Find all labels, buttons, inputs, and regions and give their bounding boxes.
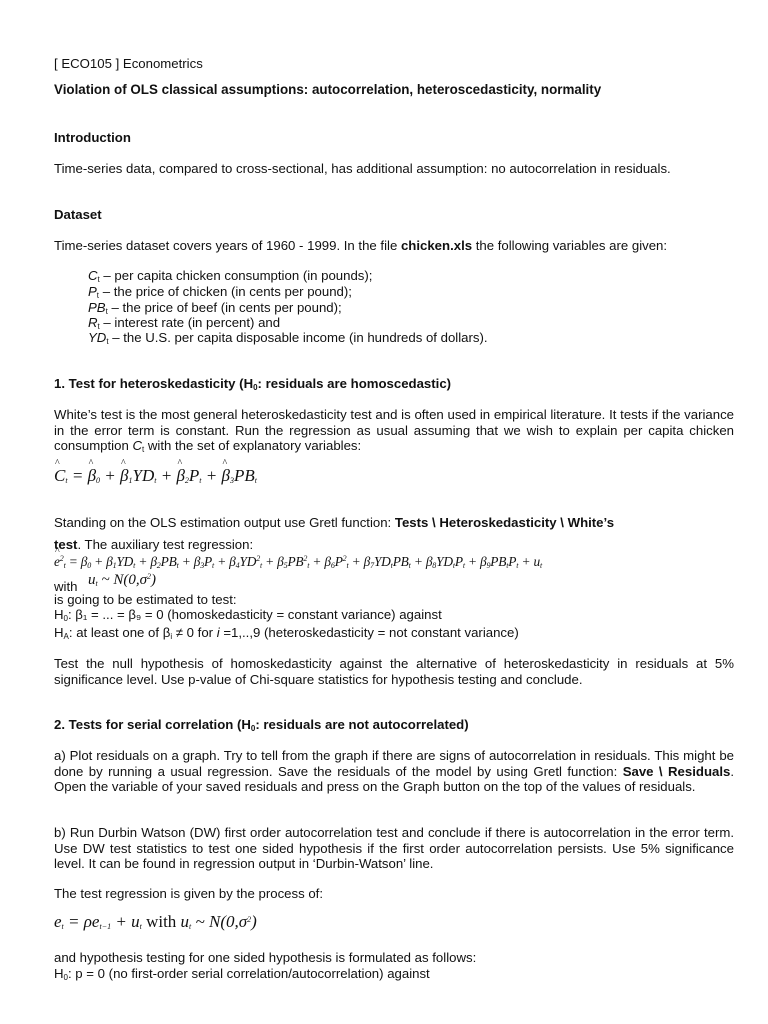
section2-process-line: The test regression is given by the process of:: [54, 886, 324, 901]
page-title: Violation of OLS classical assumptions: autocorrelation, heteroscedasticity, normality: [54, 82, 602, 97]
alt-hypothesis: $H_A$: at least one of $\beta_i \ne 0$ for i =1,..,9 (heteroskedasticity = not constant variance): [54, 625, 519, 641]
ar1-equation: $e_t = \rho e_{t-1} + u_t$ with $u_t$ ~ $N(0,\sigma^2)$: [54, 912, 257, 931]
section2-paragraph-b: b) Run Durbin Watson (DW) first order autocorrelation test and conclude if there is autocorrelation in the error term. Use DW test statistics to test one sided hypothesis if the first order autocorrelation persists. Use 5% significance level. It can be found in regression output in ‘Durbin-Watson’ line.: [54, 825, 734, 871]
intro-text: Time-series data, compared to cross-sectional, has additional assumption: no autocorrelation in residuals.: [54, 161, 671, 176]
section2-hypothesis-intro: and hypothesis testing for one sided hypothesis is formulated as follows:: [54, 950, 477, 965]
estimated-line: is going to be estimated to test:: [54, 592, 237, 607]
dataset-text: Time-series dataset covers years of 1960 - 1999. In the file chicken.xls the following variables are given:: [54, 238, 668, 253]
intro-heading: Introduction: [54, 130, 131, 145]
variable-item: $P_t$ – the price of chicken (in cents per pound);: [88, 284, 352, 300]
section1-aux-line: test. The auxiliary test regression:: [54, 537, 254, 552]
dataset-heading: Dataset: [54, 207, 102, 222]
regression-equation: ^ $C_t$ = ^ $\beta_0$ + ^ $\beta_1YD_t$ + ^ $\beta_2P_t$ + ^ $\beta_3PB_t$: [54, 466, 257, 486]
section2-paragraph-a: a) Plot residuals on a graph. Try to tell from the graph if there are signs of autocorrelation in residuals. This might be done by running a usual regression. Save the residuals of the model by using Gretl function: Save \ Residuals. Open the variable of your saved residuals and press on the Graph button on the top of the values of residuals.: [54, 748, 734, 794]
auxiliary-equation: ^ $e^2_t = \beta_0 + \beta_1YD_t + \beta_2PB_t + \beta_3P_t + \beta_4YD^2_t + \beta_5PB^2_t + \beta_6P^2_t + \beta_7YD_tPB_t + \beta_8YD_tP_t + \beta_9PB_tP_t + u_t$: [54, 554, 542, 570]
error-distribution: $u_t$ ~ $N(0,\sigma^2)$: [88, 572, 156, 588]
null-hypothesis: $H_0$: β₁ = ... = β₉ = 0 (homoskedasticity = constant variance) against: [54, 607, 442, 623]
variable-item: $YD_t$ – the U.S. per capita disposable income (in hundreds of dollars).: [88, 330, 488, 346]
section2-null-hypothesis: $H_0$: p = 0 (no first-order serial correlation/autocorrelation) against: [54, 966, 430, 982]
with-label: with: [54, 579, 78, 594]
section1-paragraph: White’s test is the most general heteroskedasticity test and is often used in empirical literature. It tests if the variance in the error term is constant. Run the regression as usual assuming that we wish to explain per capita chicken consumption $C_t$ with the set of explanatory variables:: [54, 407, 734, 454]
variable-item: $C_t$ – per capita chicken consumption (in pounds);: [88, 268, 373, 284]
section1-heading: 1. Test for heteroskedasticity ($H_0$: residuals are homoscedastic): [54, 376, 452, 392]
variable-item: $PB_t$ – the price of beef (in cents per pound);: [88, 300, 342, 316]
section1-gretl-line: Standing on the OLS estimation output use Gretl function: Tests \ Heteroskedasticity \ White’s: [54, 515, 615, 530]
course-label: [ ECO105 ] Econometrics: [54, 56, 203, 71]
section1-conclusion: Test the null hypothesis of homoskedasticity against the alternative of heteroskedasticity in residuals at 5% significance level. Use p-value of Chi-square statistics for hypothesis testing and conclude.: [54, 656, 734, 687]
section2-heading: 2. Tests for serial correlation ($H_0$: residuals are not autocorrelated): [54, 717, 469, 733]
variable-item: $R_t$ – interest rate (in percent) and: [88, 315, 281, 331]
